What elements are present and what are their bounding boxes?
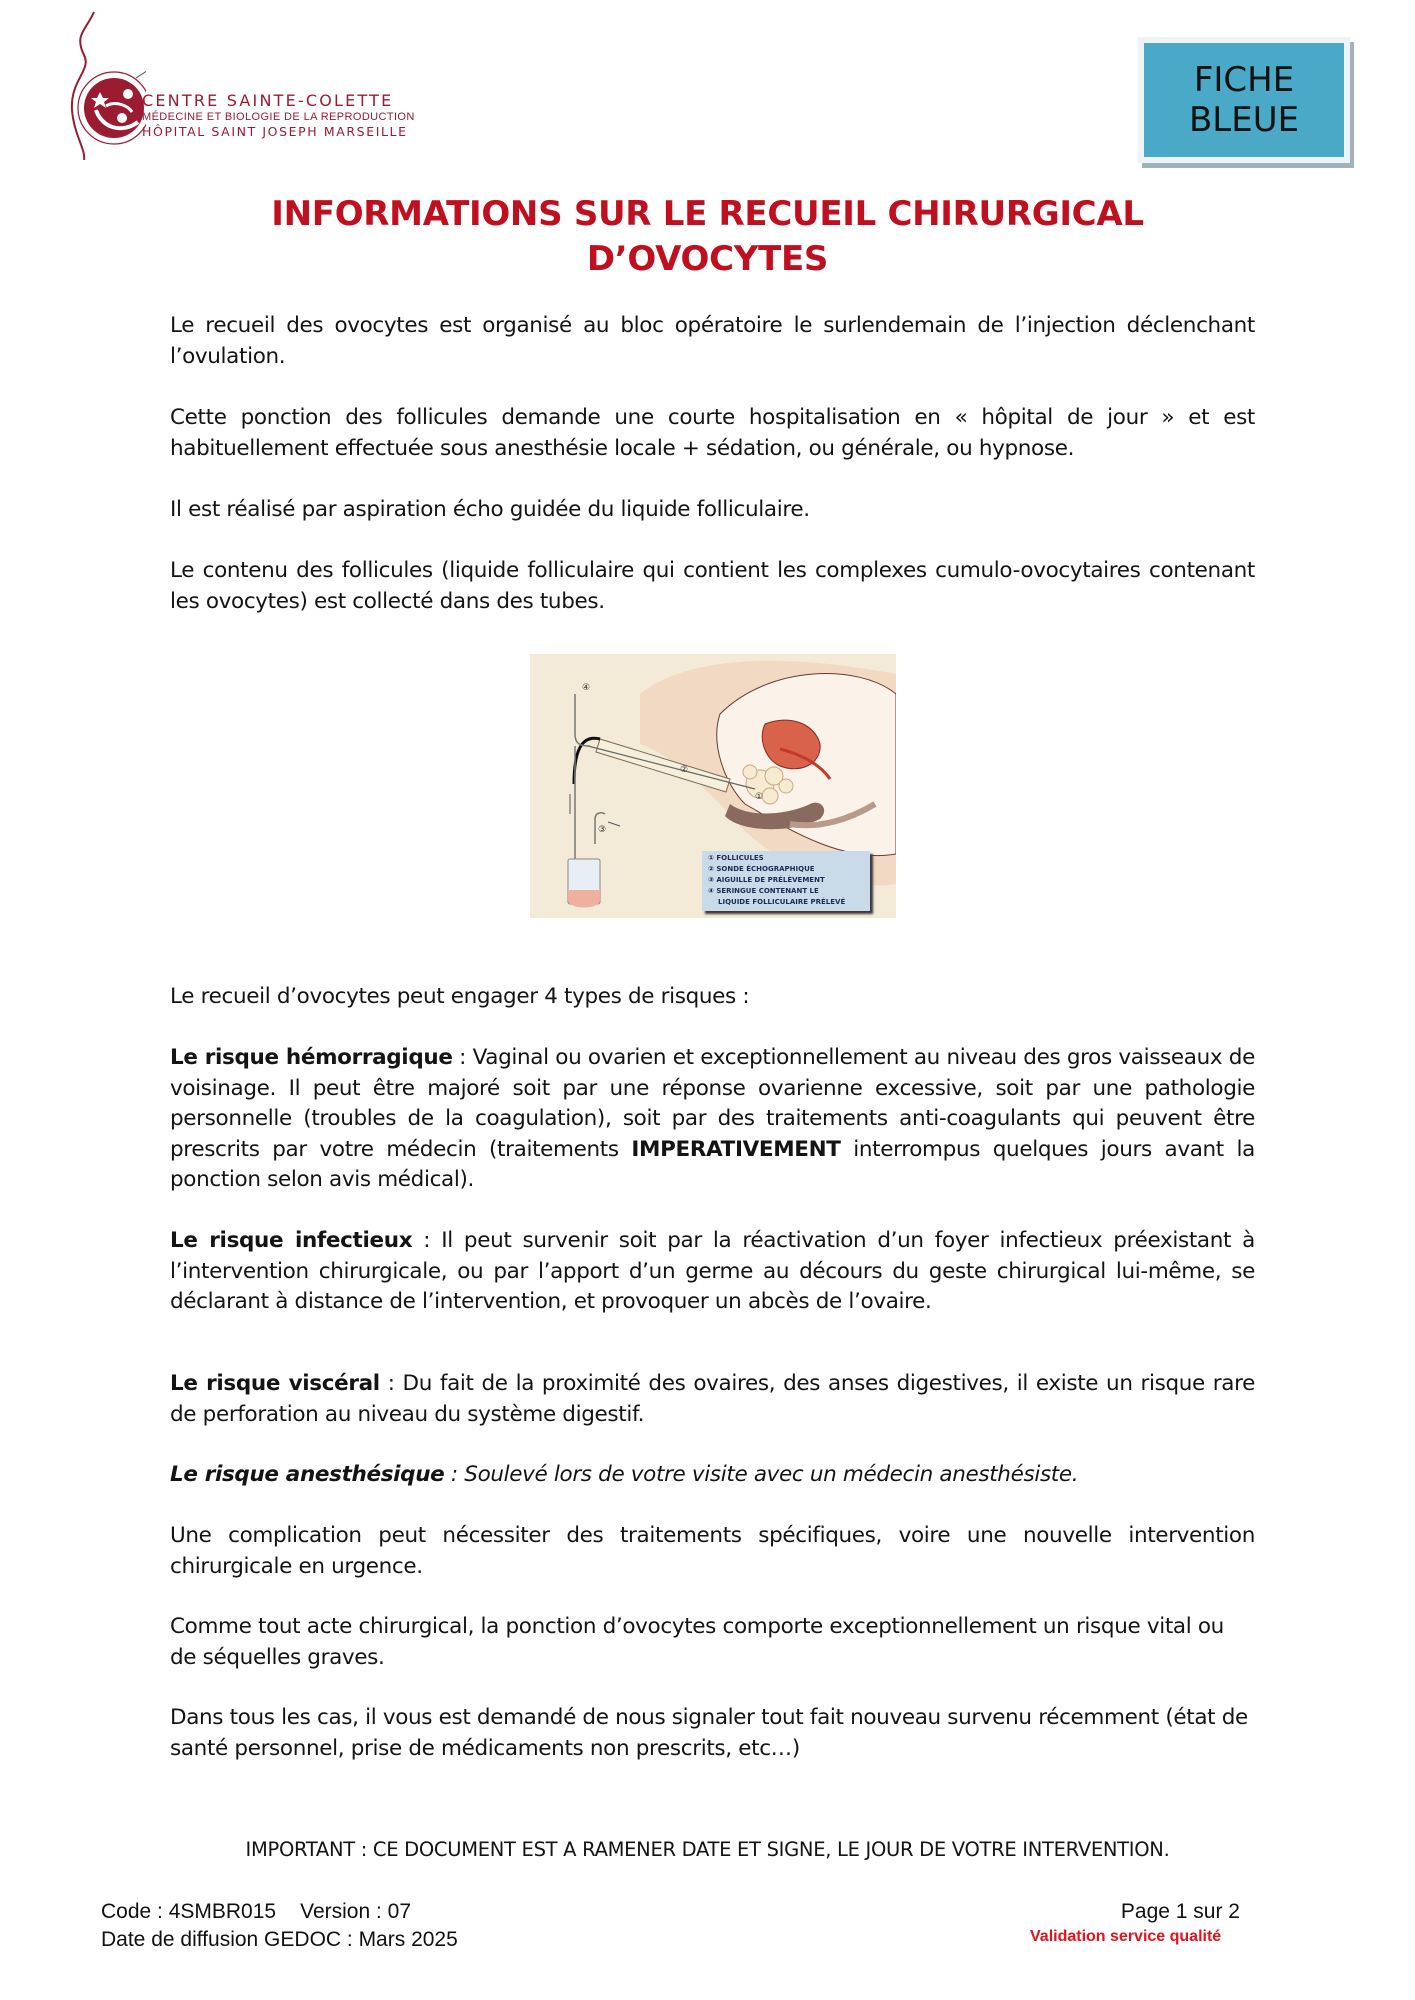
- callout-1: ①: [755, 792, 764, 802]
- fiche-bleue-badge: [1138, 37, 1350, 163]
- logo-emblem-icon: [66, 10, 146, 160]
- risk-visceral: [170, 1369, 1255, 1430]
- badge-line-2: BLEUE: [1188, 100, 1300, 140]
- logo-line-2: MÉDECINE ET BIOLOGIE DE LA REPRODUCTION: [142, 111, 415, 123]
- risk-text: Soulevé lors de votre visite avec un médecin anesthésiste.: [464, 1462, 1079, 1487]
- closing-paragraph-2: [170, 1612, 1255, 1673]
- legend-item: ① FOLLICULES: [708, 854, 764, 862]
- logo-line-3: HÔPITAL SAINT JOSEPH MARSEILLE: [142, 124, 408, 139]
- risk-text: Vaginal ou ovarien et exceptionnellement au niveau des gros vaisseaux de voisinage. Il peut être majoré soit par une réponse ovarienne excessive, soit par une pathologie personnelle (troubles de la coagulation), soit par des traitements anti-coagulants qui peuvent être prescrits par votre médecin (traitements: [170, 1045, 1255, 1162]
- risk-label: Le risque hémorragique: [170, 1045, 453, 1070]
- risk-anesthetic: [170, 1460, 1255, 1491]
- diffusion-date: Date de diffusion GEDOC : Mars 2025: [101, 1928, 458, 1951]
- page-title: [0, 192, 1415, 282]
- intro-text-3: Il est réalisé par aspiration écho guidée du liquide folliculaire.: [170, 497, 810, 522]
- illustration-legend: [702, 851, 870, 911]
- badge-line-1: FICHE: [1193, 60, 1295, 100]
- risk-text: Il peut survenir soit par la réactivation d’un foyer infectieux préexistant à l’intervention chirurgicale, ou par l’apport d’un germe au décours du geste chirurgical lui-même, se déclarant à distance de l’intervention, et provoquer un abcès de l’ovaire.: [170, 1228, 1255, 1314]
- risk-emphasis: IMPERATIVEMENT: [631, 1136, 841, 1162]
- closing-text-2: Comme tout acte chirurgical, la ponction d’ovocytes comporte exceptionnellement un risque vital ou de séquelles graves.: [170, 1614, 1224, 1670]
- risk-text: Du fait de la proximité des ovaires, des anses digestives, il existe un risque rare de perforation au niveau du système digestif.: [170, 1371, 1255, 1427]
- closing-text-3: Dans tous les cas, il vous est demandé de nous signaler tout fait nouveau survenu récemment (état de santé personnel, prise de médicaments non prescrits, etc…): [170, 1705, 1248, 1761]
- risk-label: Le risque infectieux: [170, 1228, 413, 1253]
- separator: :: [452, 1045, 473, 1070]
- footer-document-info: [101, 1898, 458, 1954]
- page-number: Page 1 sur 2: [1120, 1900, 1240, 1923]
- document-code: Code : 4SMBR015: [101, 1900, 277, 1923]
- separator: :: [412, 1228, 442, 1253]
- title-line-1: INFORMATIONS SUR LE RECUEIL CHIRURGICAL: [271, 194, 1144, 234]
- callout-2: ②: [680, 765, 689, 775]
- separator: :: [379, 1371, 403, 1396]
- risk-label: Le risque anesthésique: [170, 1462, 445, 1487]
- legend-item: ② SONDE ÉCHOGRAPHIQUE: [708, 865, 815, 873]
- intro-paragraph-2: [170, 403, 1255, 464]
- document-version: Version : 07: [300, 1900, 412, 1923]
- quality-validation: Validation service qualité: [1030, 1928, 1222, 1945]
- callout-4: ④: [582, 683, 591, 693]
- logo-line-1: CENTRE SAINTE-COLETTE: [142, 91, 394, 110]
- legend-item: ④ SERINGUE CONTENANT LE: [708, 887, 819, 895]
- intro-paragraph-1: [170, 311, 1255, 372]
- risk-hemorrhagic: [170, 1043, 1255, 1196]
- title-line-2: D’OVOCYTES: [586, 239, 829, 279]
- oocyte-retrieval-illustration: [530, 654, 896, 918]
- risks-intro: [170, 982, 1255, 1013]
- legend-item: ③ AIGUILLE DE PRÉLÈVEMENT: [708, 876, 825, 884]
- intro-text-1: Le recueil des ovocytes est organisé au bloc opératoire le surlendemain de l’injection déclenchant l’ovulation.: [170, 313, 1255, 369]
- risks-intro-text: Le recueil d’ovocytes peut engager 4 types de risques :: [170, 984, 750, 1009]
- risk-infectious: [170, 1226, 1255, 1318]
- risk-text: interrompus quelques jours avant la ponction selon avis médical).: [170, 1136, 1256, 1192]
- closing-paragraph-1: [170, 1521, 1255, 1582]
- closing-paragraph-3: [170, 1703, 1255, 1764]
- callout-3: ③: [598, 825, 607, 835]
- important-notice: IMPORTANT : CE DOCUMENT EST A RAMENER DATE ET SIGNE, LE JOUR DE VOTRE INTERVENTION.: [245, 1838, 1170, 1861]
- intro-paragraph-3: [170, 495, 1255, 526]
- legend-item: LIQUIDE FOLLICULAIRE PRÉLEVÉ: [718, 898, 846, 906]
- clinic-logo: [66, 10, 426, 160]
- separator: :: [444, 1462, 465, 1487]
- closing-text-1: Une complication peut nécessiter des traitements spécifiques, voire une nouvelle intervention chirurgicale en urgence.: [170, 1523, 1255, 1579]
- intro-text-4: Le contenu des follicules (liquide folliculaire qui contient les complexes cumulo-ovocytaires contenant les ovocytes) est collecté dans des tubes.: [170, 558, 1255, 614]
- risk-label: Le risque viscéral: [170, 1371, 380, 1396]
- intro-text-2: Cette ponction des follicules demande une courte hospitalisation en « hôpital de jour » et est habituellement effectuée sous anesthésie locale + sédation, ou générale, ou hypnose.: [170, 405, 1255, 461]
- intro-paragraph-4: [170, 556, 1255, 617]
